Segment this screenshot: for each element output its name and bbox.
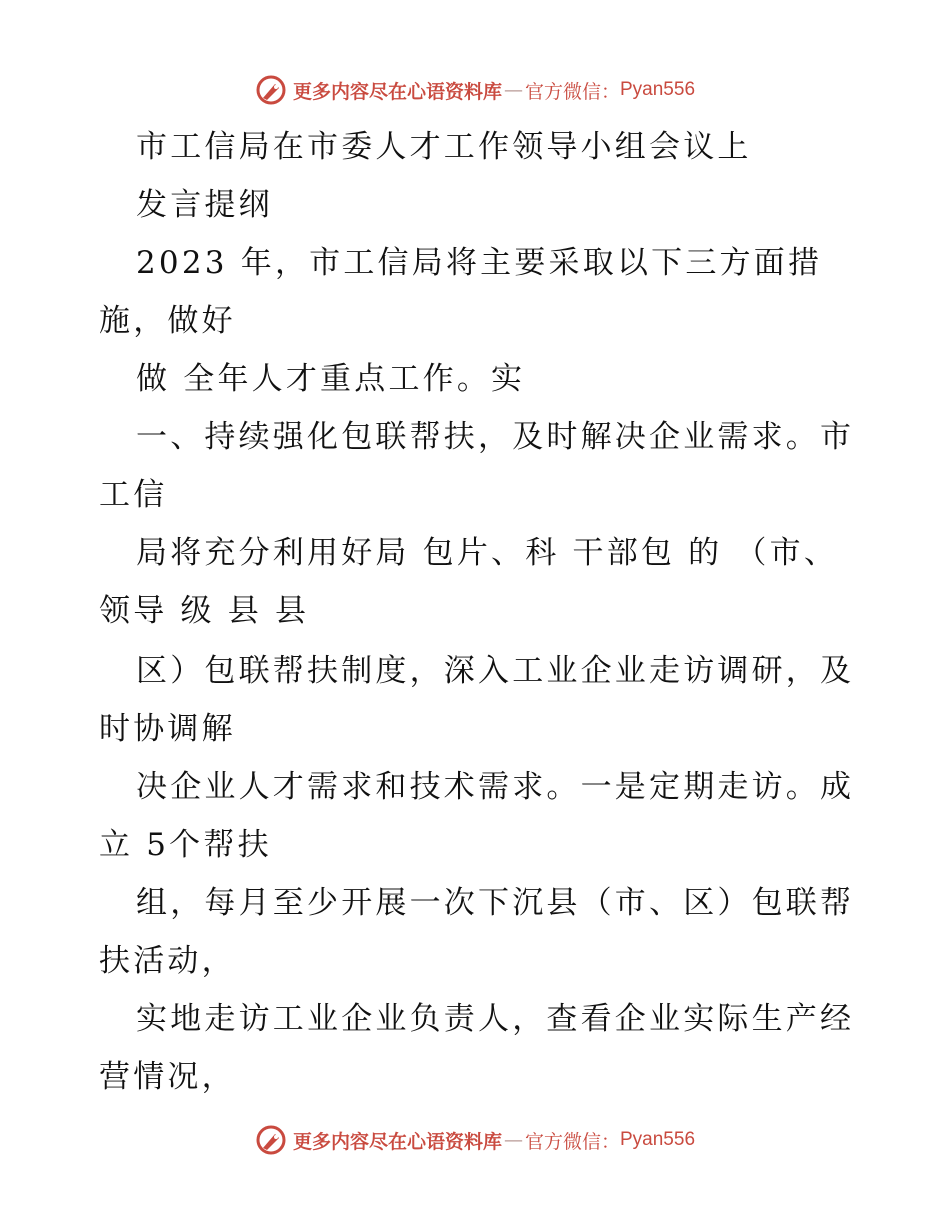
pen-nib-logo-icon xyxy=(255,74,287,106)
paragraph-line: 区）包联帮扶制度，深入工业企业走访调研，及 xyxy=(136,653,855,689)
paragraph-line: 领导 级 县 县 xyxy=(99,593,310,629)
watermark-wechat-label: 官方微信： xyxy=(524,80,620,103)
watermark-title: 更多内容尽在心语资料库 xyxy=(292,1130,502,1153)
footer-watermark xyxy=(0,1120,950,1160)
paragraph-line: 局将充分利用好局 包片、科 干部包 的 （市、 xyxy=(136,535,839,571)
header-watermark xyxy=(0,70,950,110)
paragraph-line: 决企业人才需求和技术需求。一是定期走访。成 xyxy=(136,769,855,805)
paragraph-line: 扶活动， xyxy=(99,943,236,979)
paragraph-line: 立 5个帮扶 xyxy=(99,827,272,863)
section-heading-line: 一、持续强化包联帮扶，及时解决企业需求。市 xyxy=(136,419,855,455)
document-title-line-1: 市工信局在市委人才工作领导小组会议上 xyxy=(136,129,752,165)
document-title-line-2: 发言提纲 xyxy=(136,187,273,223)
watermark-dash: — xyxy=(503,1129,523,1151)
watermark-wechat-id: Pyan556 xyxy=(620,1129,696,1150)
paragraph-line: 做 全年人才重点工作。实 xyxy=(136,361,526,397)
paragraph-line: 工信 xyxy=(99,477,168,513)
watermark-wechat-id: Pyan556 xyxy=(620,79,696,100)
watermark-title: 更多内容尽在心语资料库 xyxy=(292,80,502,103)
pen-nib-logo-icon xyxy=(255,1124,287,1156)
paragraph-line: 营情况， xyxy=(99,1059,236,1095)
paragraph-line: 2023 年，市工信局将主要采取以下三方面措 xyxy=(136,245,823,281)
paragraph-line: 施，做好 xyxy=(99,303,236,339)
paragraph-line: 时协调解 xyxy=(99,711,236,747)
watermark-dash: — xyxy=(503,79,523,101)
watermark-wechat-label: 官方微信： xyxy=(524,1130,620,1153)
paragraph-line: 组，每月至少开展一次下沉县（市、区）包联帮 xyxy=(136,885,855,921)
paragraph-line: 实地走访工业企业负责人，查看企业实际生产经 xyxy=(136,1001,855,1037)
